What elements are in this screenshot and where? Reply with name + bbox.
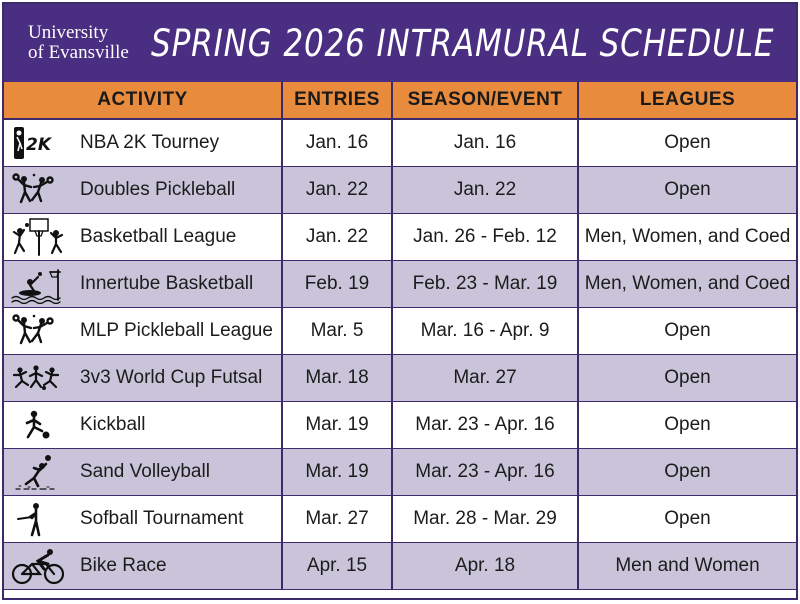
- innertube-basketball-icon: [10, 264, 66, 304]
- leagues-cell: Men and Women: [578, 543, 796, 590]
- activity-cell: [4, 496, 282, 543]
- header-banner: [4, 4, 796, 82]
- leagues-cell: Open: [578, 402, 796, 449]
- logo-line-2: of Evansville: [28, 42, 129, 63]
- nba-2k-icon: [10, 123, 66, 163]
- season-cell: Jan. 16: [392, 119, 578, 167]
- column-header-leagues: LEAGUES: [578, 82, 796, 119]
- activity-name: Sofball Tournament: [80, 508, 244, 529]
- activity-cell: [4, 355, 282, 402]
- entries-cell: Mar. 19: [282, 449, 392, 496]
- season-cell: Mar. 16 - Apr. 9: [392, 308, 578, 355]
- entries-cell: Jan. 16: [282, 119, 392, 167]
- table-row: [4, 449, 796, 496]
- leagues-cell: Open: [578, 496, 796, 543]
- activity-cell: [4, 543, 282, 590]
- table-row: [4, 355, 796, 402]
- futsal-icon: [10, 358, 66, 398]
- activity-cell: [4, 449, 282, 496]
- table-row: [4, 167, 796, 214]
- table-row: [4, 261, 796, 308]
- svg-text:2K: 2K: [26, 135, 52, 155]
- table-row: [4, 119, 796, 167]
- table-row: [4, 496, 796, 543]
- entries-cell: Mar. 19: [282, 402, 392, 449]
- activity-name: Basketball League: [80, 226, 237, 247]
- pickleball-icon: [10, 311, 66, 351]
- leagues-cell: Open: [578, 355, 796, 402]
- entries-cell: Mar. 18: [282, 355, 392, 402]
- leagues-cell: Open: [578, 449, 796, 496]
- activity-cell: [4, 261, 282, 308]
- season-cell: Mar. 23 - Apr. 16: [392, 449, 578, 496]
- leagues-cell: Men, Women, and Coed: [578, 214, 796, 261]
- activity-cell: [4, 402, 282, 449]
- activity-name: Kickball: [80, 414, 146, 435]
- activity-name: Innertube Basketball: [80, 273, 254, 294]
- activity-name: NBA 2K Tourney: [80, 132, 220, 153]
- bike-icon: [10, 546, 66, 586]
- kickball-icon: [10, 405, 66, 445]
- leagues-cell: Open: [578, 308, 796, 355]
- activity-name: Sand Volleyball: [80, 461, 210, 482]
- column-header-season: SEASON/EVENT: [392, 82, 578, 119]
- schedule-table: [4, 82, 796, 590]
- activity-cell: [4, 308, 282, 355]
- column-header-activity: ACTIVITY: [4, 82, 282, 119]
- schedule-frame: [2, 2, 798, 600]
- activity-name: 3v3 World Cup Futsal: [80, 367, 263, 388]
- entries-cell: Jan. 22: [282, 214, 392, 261]
- table-row: [4, 543, 796, 590]
- activity-name: Bike Race: [80, 555, 167, 576]
- volleyball-icon: [10, 452, 66, 492]
- logo-line-1: University: [28, 22, 109, 43]
- table-row: [4, 308, 796, 355]
- entries-cell: Mar. 5: [282, 308, 392, 355]
- university-wordmark: [28, 23, 129, 63]
- activity-name: Doubles Pickleball: [80, 179, 236, 200]
- table-header-row: [4, 82, 796, 119]
- leagues-cell: Open: [578, 119, 796, 167]
- softball-icon: [10, 499, 66, 539]
- entries-cell: Apr. 15: [282, 543, 392, 590]
- entries-cell: Jan. 22: [282, 167, 392, 214]
- leagues-cell: Open: [578, 167, 796, 214]
- season-cell: Apr. 18: [392, 543, 578, 590]
- basketball-icon: [10, 217, 66, 257]
- column-header-entries: ENTRIES: [282, 82, 392, 119]
- table-row: [4, 214, 796, 261]
- activity-cell: [4, 214, 282, 261]
- season-cell: Feb. 23 - Mar. 19: [392, 261, 578, 308]
- entries-cell: Feb. 19: [282, 261, 392, 308]
- entries-cell: Mar. 27: [282, 496, 392, 543]
- season-cell: Jan. 26 - Feb. 12: [392, 214, 578, 261]
- page-title: SPRING 2026 INTRAMURAL SCHEDULE: [150, 21, 775, 65]
- activity-cell: [4, 167, 282, 214]
- doubles-pickleball-icon: [10, 170, 66, 210]
- leagues-cell: Men, Women, and Coed: [578, 261, 796, 308]
- table-row: [4, 402, 796, 449]
- season-cell: Mar. 28 - Mar. 29: [392, 496, 578, 543]
- activity-name: MLP Pickleball League: [80, 320, 273, 341]
- season-cell: Mar. 27: [392, 355, 578, 402]
- season-cell: Jan. 22: [392, 167, 578, 214]
- season-cell: Mar. 23 - Apr. 16: [392, 402, 578, 449]
- activity-cell: [4, 119, 282, 167]
